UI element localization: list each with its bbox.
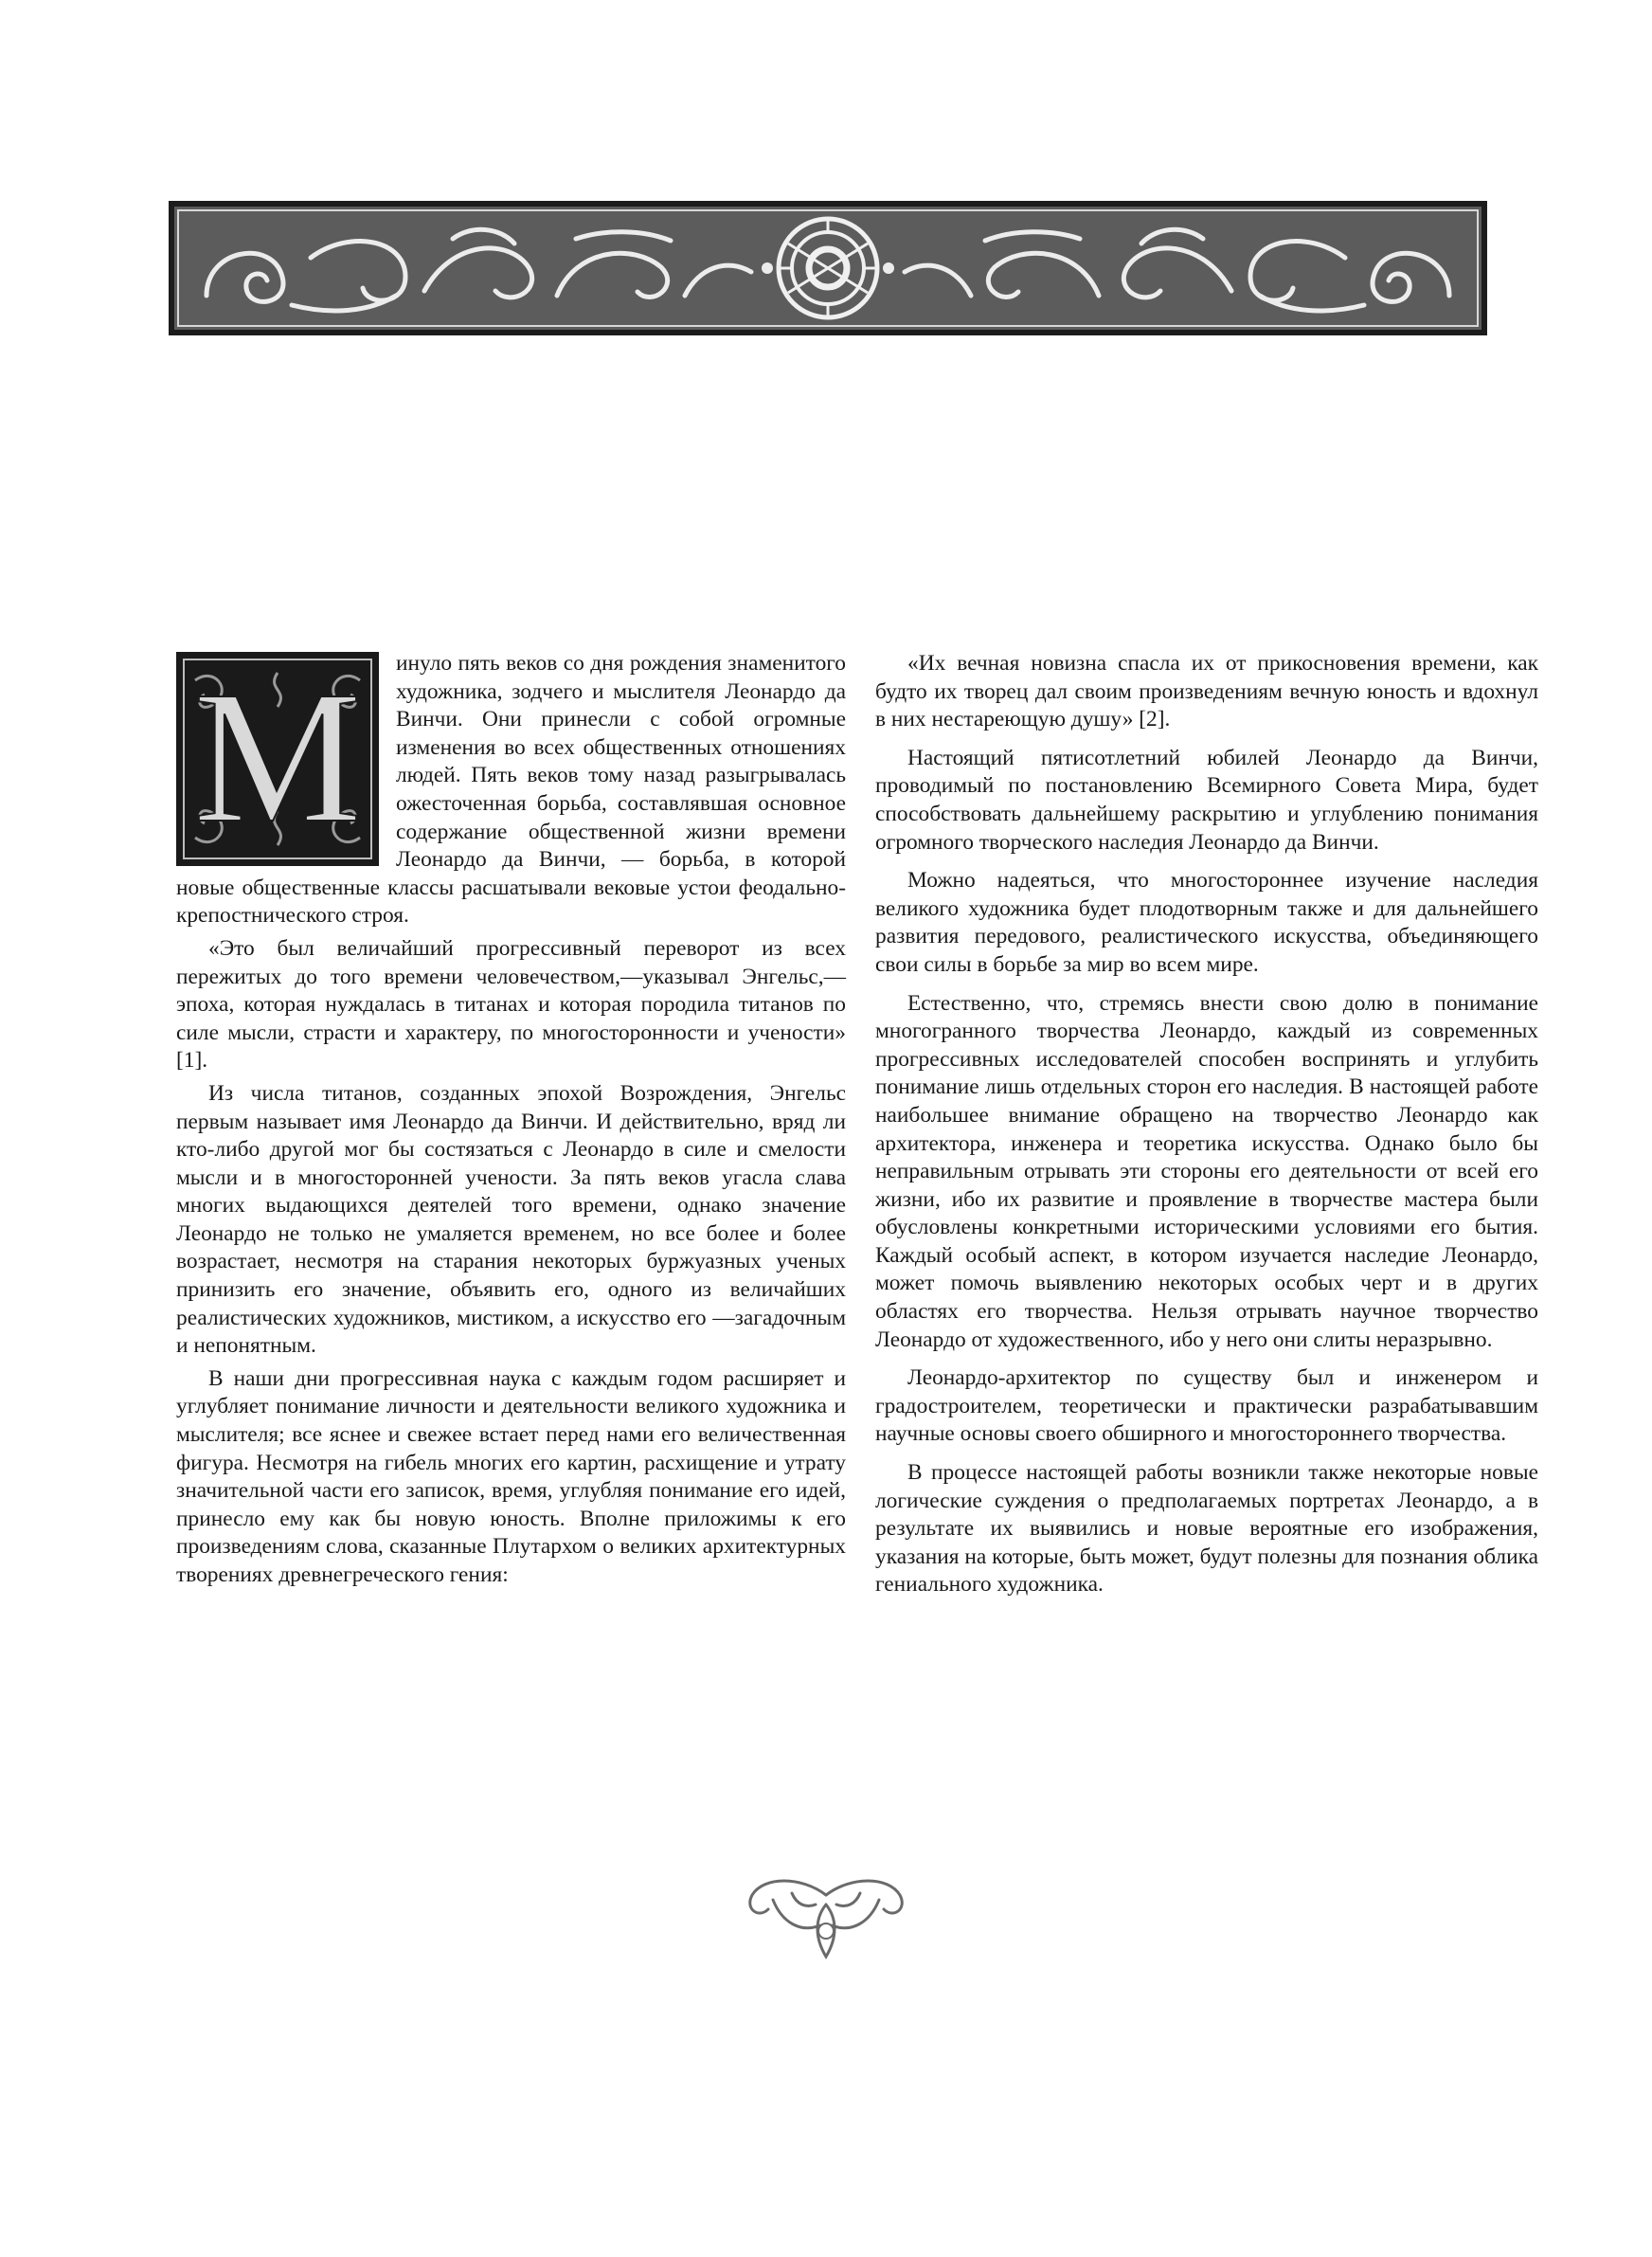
paragraph: Можно надеяться, что многостороннее изучение наследия великого художника будет плодотворным также и для дальнейшего развития передового, реалистического искусства, объединяющего свои силы в борьбе за мир во всем мире. [875,868,1538,977]
paragraph: Естественно, что, стремясь внести свою долю в понимание многогранного творчества Леонардо, каждый из современных прогрессивных исследователей способен воспринять и углубить понимание лишь отдельных сторон его наследия. В настоящей работе наибольшее внимание обращено на творчество Леонардо как архитектора, инженера и теоретика искусства. Однако было бы неправильным отрывать эти стороны его деятельности от всей его жизни, ибо их развитие и проявление в творчестве мастера были обусловлены конкретными историческими условиями его бытия. Каждый особый аспект, в котором изучается наследие Леонардо, может помочь выявлению некоторых особых черт и в других областях его творчества. Нельзя отрывать научное творчество Леонардо от художественного, ибо у него они слиты неразрывно. [875,990,1538,1352]
tailpiece-ornament [745,1867,907,1963]
paragraph: «Их вечная новизна спасла их от прикосновения времени, как будто их творец дал своим произведениям вечную юность и вдохнул в них нестареющую душу» [2]. [875,651,1538,732]
ornamental-header-banner [169,201,1487,335]
paragraph: «Это был величайший прогрессивный переворот из всех пережитых до того времени человечеством,—указывал Энгельс,— эпоха, которая нуждалась в титанах и которая породила титанов по силе мысли, страсти и характеру, по многосторонности и учености» [1]. [176,935,846,1074]
paragraph: инуло пять веков со дня рождения знаменитого художника, зодчего и мыслителя Леонардо да Винчи. Они принесли с собой огромные изменения во всех общественных отношениях людей. Пять веков тому назад разыгрывалась ожесточенная борьба, составлявшая основное содержание общественной жизни времени Леонардо да Винчи, — борьба, в которой новые общественные классы расшатывали вековые устои феодально-крепостнического строя. [176,651,846,929]
right-column [875,650,1538,1610]
paragraph: Леонардо-архитектор по существу был и инженером и градостроителем, теоретически и практически разрабатывавшим научные основы своего обширного и многостороннего творчества. [875,1365,1538,1447]
paragraph: Настоящий пятисотлетний юбилей Леонардо да Винчи, проводимый по постановлению Всемирного Совета Мира, будет способствовать дальнейшему раскрытию и углублению понимания огромного творческого наследия Леонардо да Винчи. [875,745,1538,855]
left-column [176,650,846,1590]
dropcap-letter: M [193,653,362,862]
illuminated-initial-m [176,652,379,866]
paragraph: В наши дни прогрессивная наука с каждым годом расширяет и углубляет понимание личности и деятельности великого художника и мыслителя; все яснее и свежее встает перед нами его величественная фигура. Несмотря на гибель многих его картин, расхищение и утрату значительной части его записок, время, углубляя понимание его идей, принесло ему как бы новую юность. Вполне приложимы к его произведениям слова, сказанные Плутархом о великих архитектурных творениях древнегреческого гения: [176,1365,846,1587]
paragraph: Из числа титанов, созданных эпохой Возрождения, Энгельс первым называет имя Леонардо да Винчи. И действительно, вряд ли кто-либо другой мог бы состязаться с Леонардо в силе и смелости мысли и в многосторонней учености. За пять веков угасла слава многих выдающихся деятелей того времени, однако значение Леонардо не только не умаляется временем, но все более и более возрастает, несмотря на старания некоторых буржуазных ученых принизить его значение, объявить его, одного из величайших реалистических художников, мистиком, а искусство его —загадочным и непонятным. [176,1080,846,1359]
paragraph: В процессе настоящей работы возникли также некоторые новые логические суждения о предполагаемых портретах Леонардо, а в результате их выявились и новые вероятные его изображения, указания на которые, быть может, будут полезны для познания облика гениального художника. [875,1460,1538,1598]
